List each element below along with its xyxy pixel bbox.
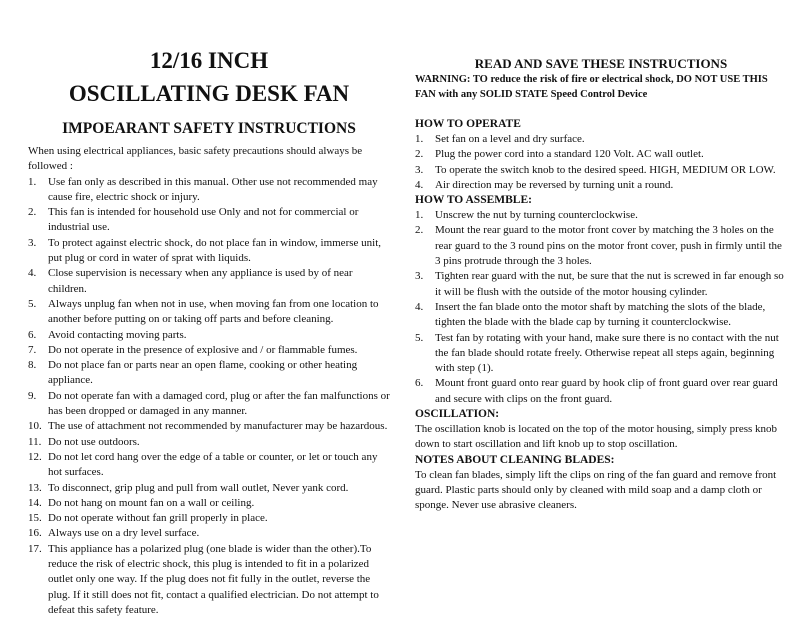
assemble-item-number: 2. [415, 224, 424, 237]
operate-item-text: To operate the switch knob to the desired speed. HIGH, MEDIUM OR LOW. [435, 163, 776, 176]
safety-item-text: This fan is intended for household use Only and not for commercial or industrial use. [48, 206, 359, 234]
safety-item-number: 14. [28, 496, 42, 509]
safety-item-number: 4. [28, 267, 37, 280]
safety-item-number: 2. [28, 206, 37, 219]
safety-item-number: 6. [28, 328, 37, 341]
safety-intro: When using electrical appliances, basic safety precautions should always be followed : [28, 145, 363, 173]
assemble-item-text: Test fan by rotating with your hand, make sure there is no contact with the nut the fan blade should rotate freely. Otherwise repeat all steps again, beginning with step (1). [435, 331, 779, 375]
safety-item [28, 542, 390, 618]
assemble-item-number: 5. [415, 331, 424, 344]
read-save-heading: READ AND SAVE THESE INSTRUCTIONS [474, 56, 728, 71]
operate-item [415, 178, 787, 193]
assemble-item-text: Mount the rear guard to the motor front cover by matching the 3 holes on the rear guard to the 3 round pins on the motor front cover, push in firmly until the 3 pins protrude through the 3 holes. [435, 224, 782, 268]
safety-item [28, 389, 390, 420]
operate-item-number: 4. [415, 178, 424, 191]
safety-item-text: To protect against electric shock, do not place fan in window, immerse unit, put plug or cord in water of sprat with liquids. [48, 236, 382, 265]
safety-item-number: 8. [28, 359, 37, 372]
operate-item [415, 147, 787, 162]
safety-item [28, 175, 390, 206]
assemble-item [415, 269, 787, 300]
operate-item-text: Set fan on a level and dry surface. [435, 133, 585, 145]
safety-item [28, 328, 390, 343]
safety-item [28, 205, 390, 236]
safety-item [28, 236, 390, 267]
safety-item-text: Avoid contacting moving parts. [48, 328, 187, 341]
safety-item-text: Do not operate in the presence of explosive and / or flammable fumes. [48, 343, 358, 356]
safety-item-number: 13. [28, 481, 42, 494]
safety-item-text: Do not operate without fan grill properly in place. [48, 512, 268, 525]
safety-item [28, 297, 390, 328]
safety-item-number: 9. [28, 389, 37, 402]
operate-item-number: 2. [415, 148, 424, 161]
assemble-item-number: 4. [415, 300, 424, 313]
safety-item-text: Do not let cord hang over the edge of a table or counter, or let or touch any hot surfaces. [48, 450, 378, 479]
assemble-item-text: Unscrew the nut by turning counterclockwise. [435, 209, 638, 222]
assemble-list [415, 208, 787, 407]
safety-item [28, 435, 390, 450]
safety-heading: IMPOEARANT SAFETY INSTRUCTIONS [62, 120, 356, 137]
safety-item-number: 17. [28, 542, 42, 555]
operate-item-number: 3. [415, 163, 424, 176]
safety-item [28, 419, 390, 434]
safety-item-text: Always use on a dry level surface. [48, 527, 200, 540]
operate-item [415, 132, 787, 147]
left-column [28, 0, 390, 618]
safety-item [28, 511, 390, 526]
safety-item-number: 7. [28, 343, 37, 356]
safety-item-text: Close supervision is necessary when any appliance is used by of near children. [48, 267, 353, 295]
assemble-item-text: Mount front guard onto rear guard by hook clip of front guard over rear guard and secure with clips on the front guard. [435, 377, 778, 405]
cleaning-text: To clean fan blades, simply lift the clips on ring of the fan guard and remove front guard. Plastic parts should only by cleaned with mild soap and a damp cloth or sponge. Never use abrasive cleaners. [415, 468, 777, 512]
assemble-item [415, 223, 787, 269]
title-line-1: 12/16 INCH [149, 48, 269, 73]
assemble-item-text: Tighten rear guard with the nut, be sure that the nut is screwed in far enough so it will be flush with the outside of the motor housing cylinder. [435, 270, 784, 298]
assemble-item [415, 208, 787, 223]
operate-item-text: Plug the power cord into a standard 120 Volt. AC wall outlet. [435, 148, 704, 161]
warning-text: WARNING: TO reduce the risk of fire or electrical shock, DO NOT USE THIS FAN with any SOLID STATE Speed Control Device [415, 74, 768, 100]
operate-list [415, 132, 787, 193]
oscillation-text: The oscillation knob is located on the top of the motor housing, simply press knob down to start oscillation and lift knob up to stop oscillation. [415, 423, 778, 451]
safety-item-text: Always unplug fan when not in use, when moving fan from one location to another before putting on or taking off parts and before cleaning. [48, 297, 379, 326]
assemble-item [415, 331, 787, 377]
safety-item-text: The use of attachment not recommended by manufacturer may be hazardous. [48, 420, 388, 433]
assemble-heading: HOW TO ASSEMBLE: [415, 194, 532, 207]
safety-item [28, 496, 390, 511]
safety-item [28, 358, 390, 389]
safety-item-text: This appliance has a polarized plug (one blade is wider than the other).To reduce the risk of electric shock, this plug is intended to fit in a polarized outlet only one way. If the plug does not fit fully in the outlet, reverse the plug. If it still does not fit, contact a qualified electrician. Do not attempt to defeat this safety feature. [48, 542, 379, 616]
safety-item-number: 15. [28, 512, 42, 525]
safety-item [28, 343, 390, 358]
cleaning-heading: NOTES ABOUT CLEANING BLADES: [415, 453, 615, 466]
safety-list [28, 175, 390, 618]
safety-item-number: 16. [28, 527, 42, 540]
operate-item [415, 163, 787, 178]
safety-item [28, 266, 390, 297]
right-column [415, 0, 787, 514]
safety-item-number: 1. [28, 175, 37, 188]
safety-item-number: 3. [28, 236, 37, 249]
safety-item-text: Do not operate fan with a damaged cord, plug or after the fan malfunctions or has been dropped or damaged in any manner. [48, 389, 390, 418]
safety-item [28, 481, 390, 496]
safety-item-number: 12. [28, 450, 42, 463]
safety-item-number: 5. [28, 297, 37, 310]
assemble-item-number: 1. [415, 209, 424, 222]
safety-item-text: Use fan only as described in this manual. Other use not recommended may cause fire, electric shock or injury. [48, 175, 378, 203]
safety-item-number: 11. [28, 435, 42, 448]
oscillation-heading: OSCILLATION: [415, 408, 500, 421]
assemble-item-number: 6. [415, 377, 424, 390]
assemble-item [415, 300, 787, 331]
safety-item [28, 450, 390, 481]
operate-item-number: 1. [415, 133, 424, 145]
safety-item-number: 10. [28, 420, 42, 433]
safety-item-text: Do not hang on mount fan on a wall or ceiling. [48, 496, 255, 509]
operate-item-text: Air direction may be reversed by turning unit a round. [435, 178, 674, 191]
safety-item-text: To disconnect, grip plug and pull from wall outlet, Never yank cord. [48, 481, 349, 494]
safety-item-text: Do not place fan or parts near an open flame, cooking or other heating appliance. [48, 359, 358, 387]
title-line-2: OSCILLATING DESK FAN [68, 81, 350, 106]
assemble-item-number: 3. [415, 270, 424, 283]
operate-heading: HOW TO OPERATE [415, 118, 521, 130]
safety-item-text: Do not use outdoors. [48, 435, 140, 448]
assemble-item [415, 376, 787, 407]
safety-item [28, 526, 390, 541]
assemble-item-text: Insert the fan blade onto the motor shaft by matching the slots of the blade, tighten the blade with the blade cap by turning it counterclockwise. [435, 300, 766, 329]
